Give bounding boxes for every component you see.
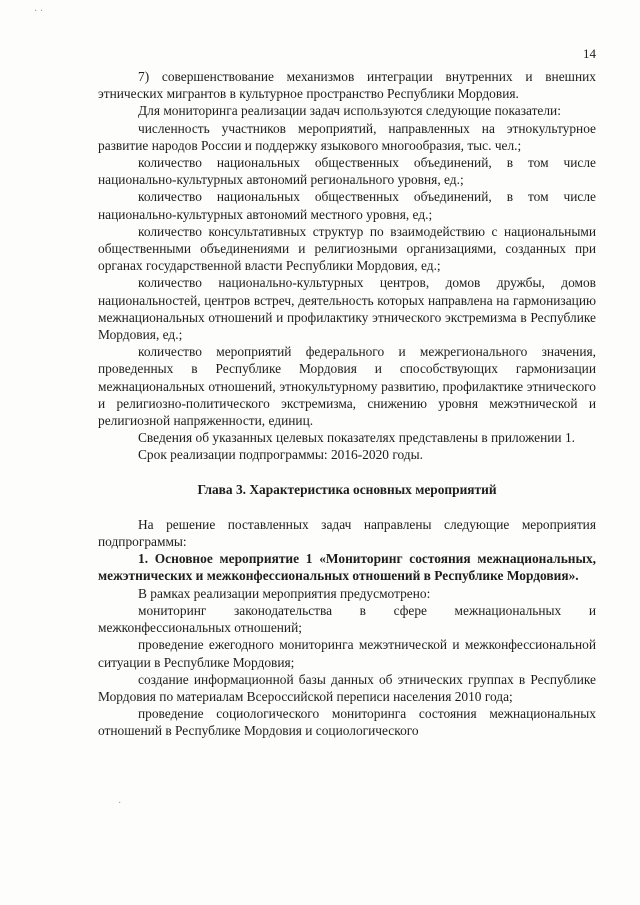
- paragraph: количество национальных общественных объединений, в том числе национально-культурных автономий местного уровня, ед.;: [98, 189, 596, 222]
- chapter-heading: Глава 3. Характеристика основных мероприятий: [197, 481, 497, 497]
- page-number: 14: [583, 46, 596, 61]
- paragraph: мониторинг законодательства в сфере межнациональных и межконфессиональных отношений;: [98, 602, 596, 636]
- paragraph: 7) совершенствование механизмов интеграции внутренних и внешних этнических мигрантов в культурное пространство Республики Мордовия.: [98, 69, 596, 102]
- paragraph: численность участников мероприятий, направленных на этнокультурное развитие народов России и поддержку языкового многообразия, тыс. чел.;: [98, 120, 596, 153]
- scan-artifact: ·: [118, 798, 122, 809]
- paragraph: На решение поставленных задач направлены следующие мероприятия подпрограммы:: [98, 516, 596, 550]
- paragraph: Сведения об указанных целевых показателях представлены в приложении 1.: [138, 430, 575, 446]
- document-body: [98, 68, 596, 740]
- paragraph: количество национально-культурных центров, домов дружбы, домов национальностей, центров встреч, деятельность которых направлена на гармонизацию межнациональных отношений и профилактику этнического экстремизма в Республике Мордовия, ед.;: [98, 275, 596, 343]
- paragraph: Срок реализации подпрограммы: 2016-2020 годы.: [138, 447, 423, 463]
- paragraph: Для мониторинга реализации задач используются следующие показатели:: [138, 103, 561, 119]
- main-activity-title: 1. Основное мероприятие 1 «Мониторинг состояния межнациональных, межэтнических и межконфессиональных отношений в Республике Мордовия».: [98, 551, 596, 584]
- paragraph: проведение ежегодного мониторинга межэтнической и межконфессиональной ситуации в Республике Мордовия;: [98, 637, 596, 670]
- paragraph: В рамках реализации мероприятия предусмотрено:: [138, 585, 431, 601]
- paragraph: проведение социологического мониторинга состояния межнациональных отношений в Республике Мордовия и социологического: [98, 706, 596, 739]
- scan-artifact: · ·: [34, 6, 44, 17]
- paragraph: создание информационной базы данных об этнических группах в Республике Мордовия по материалам Всероссийской переписи населения 2010 года;: [98, 671, 596, 704]
- paragraph: количество консультативных структур по взаимодействию с национальными общественными объединениями и религиозными организациями, созданных при органах государственной власти Республики Мордовия, ед.;: [98, 223, 596, 274]
- paragraph: количество мероприятий федерального и межрегионального значения, проведенных в Республике Мордовия и способствующих гармонизации межнациональных отношений, этнокультурному развитию, профилактике этнического и религиозно-политического экстремизма, снижению уровня межэтнической и религиозной напряженности, единиц.: [98, 344, 596, 429]
- paragraph: количество национальных общественных объединений, в том числе национально-культурных автономий регионального уровня, ед.;: [98, 155, 596, 188]
